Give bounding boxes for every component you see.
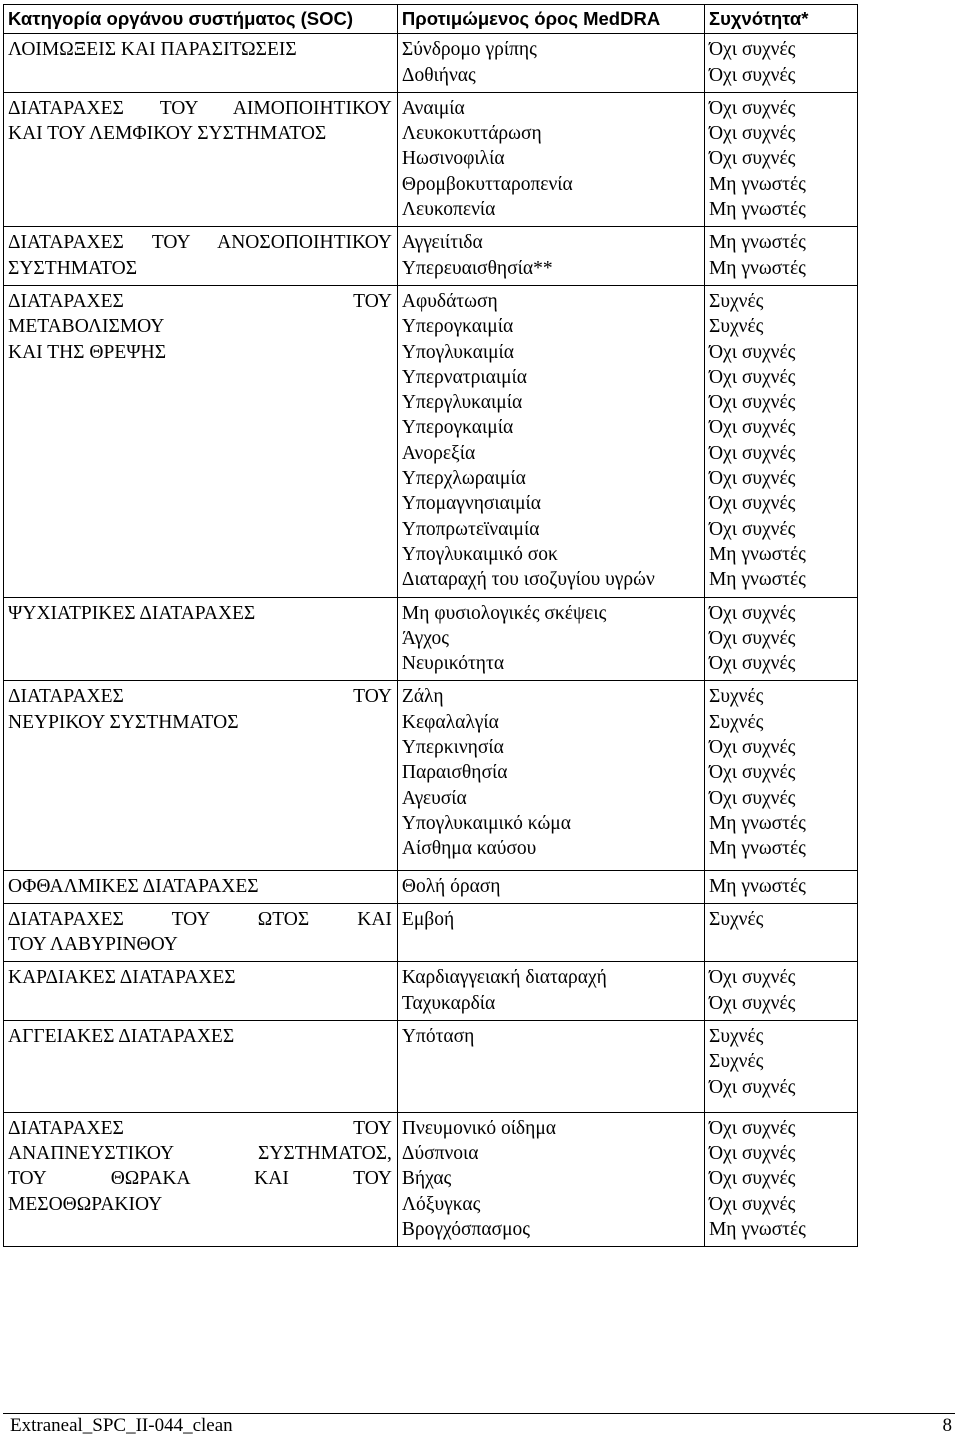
soc-cell bbox=[4, 1020, 398, 1112]
footer-page-number: 8 bbox=[942, 1415, 952, 1436]
footer-divider bbox=[3, 1413, 955, 1414]
frequency-cell bbox=[704, 34, 857, 93]
table-row bbox=[4, 903, 858, 962]
frequency-cell-line: Συχνές bbox=[708, 316, 764, 338]
frequency-cell bbox=[704, 597, 857, 681]
frequency-cell-line: Συχνές bbox=[708, 1051, 764, 1073]
header-preferred-term: Προτιμώμενος όρος MedDRA bbox=[397, 5, 704, 34]
frequency-cell-line: Όχι συχνές bbox=[708, 442, 796, 464]
frequency-cell-line: Μη γνωστές bbox=[708, 812, 806, 834]
term-cell-line: Βρογχόσπασμος bbox=[401, 1219, 530, 1241]
table-row bbox=[4, 870, 858, 903]
term-cell-line: Βήχας bbox=[401, 1168, 452, 1190]
term-cell-line: Υπόταση bbox=[401, 1025, 475, 1047]
frequency-cell-line: Όχι συχνές bbox=[708, 341, 796, 363]
frequency-cell-line: Όχι συχνές bbox=[708, 493, 796, 515]
term-cell-line: Νευρικότητα bbox=[401, 653, 505, 675]
soc-cell-line: ΔΙΑΤΑΡΑΧΕΣ ΤΟΥ bbox=[8, 686, 392, 708]
soc-cell-line: ΚΑΙ ΤΟΥ ΛΕΜΦΙΚΟΥ ΣΥΣΤΗΜΑΤΟΣ bbox=[8, 123, 327, 145]
soc-cell-line: ΤΟΥ ΛΑΒΥΡΙΝΘΟΥ bbox=[8, 934, 178, 956]
frequency-cell-line: Συχνές bbox=[708, 908, 764, 930]
soc-cell-line: ΑΝΑΠΝΕΥΣΤΙΚΟΥ ΣΥΣΤΗΜΑΤΟΣ, bbox=[8, 1143, 392, 1165]
frequency-cell-line: Όχι συχνές bbox=[708, 366, 796, 388]
frequency-cell bbox=[704, 1020, 857, 1112]
term-cell-line: Αγευσία bbox=[401, 787, 467, 809]
soc-cell bbox=[4, 34, 398, 93]
frequency-cell-line: Όχι συχνές bbox=[708, 1076, 796, 1098]
term-cell-line: Υπομαγνησιαιμία bbox=[401, 493, 542, 515]
term-cell bbox=[397, 597, 704, 681]
term-cell-line: Θολή όραση bbox=[401, 875, 501, 897]
term-cell-line: Υπογλυκαιμικό σοκ bbox=[401, 543, 558, 565]
frequency-cell bbox=[704, 681, 857, 870]
soc-cell-line: ΤΟΥ ΘΩΡΑΚΑ ΚΑΙ ΤΟΥ bbox=[8, 1168, 392, 1190]
header-soc: Κατηγορία οργάνου συστήματος (SOC) bbox=[4, 5, 398, 34]
table-row bbox=[4, 597, 858, 681]
term-cell bbox=[397, 34, 704, 93]
frequency-cell-line: Όχι συχνές bbox=[708, 762, 796, 784]
term-cell bbox=[397, 903, 704, 962]
frequency-cell-line: Μη γνωστές bbox=[708, 199, 806, 221]
frequency-cell-line: Μη γνωστές bbox=[708, 543, 806, 565]
term-cell-line: Αίσθημα καύσου bbox=[401, 838, 537, 860]
frequency-cell-line: Μη γνωστές bbox=[708, 838, 806, 860]
frequency-cell bbox=[704, 285, 857, 597]
frequency-cell-line: Όχι συχνές bbox=[708, 518, 796, 540]
frequency-cell-line: Όχι συχνές bbox=[708, 392, 796, 414]
adverse-reactions-table bbox=[3, 4, 858, 1247]
term-cell-line: Πνευμονικό οίδημα bbox=[401, 1117, 556, 1139]
term-cell-line: Υπερκινησία bbox=[401, 737, 504, 759]
soc-cell-line: ΜΕΤΑΒΟΛΙΣΜΟΥ bbox=[8, 316, 165, 338]
term-cell-line: Υπογλυκαιμία bbox=[401, 341, 514, 363]
soc-cell-line: ΜΕΣΟΘΩΡΑΚΙΟΥ bbox=[8, 1193, 163, 1215]
term-cell-line: Αγγειίτιδα bbox=[401, 232, 483, 254]
frequency-cell bbox=[704, 92, 857, 226]
table-body bbox=[4, 34, 858, 1247]
term-cell-line: Καρδιαγγειακή διαταραχή bbox=[401, 967, 607, 989]
soc-cell-line: ΔΙΑΤΑΡΑΧΕΣ ΤΟΥ ΑΙΜΟΠΟΙΗΤΙΚΟΥ bbox=[8, 97, 392, 119]
frequency-cell-line: Μη γνωστές bbox=[708, 257, 806, 279]
frequency-cell-line: Συχνές bbox=[708, 711, 764, 733]
soc-cell-line: ΝΕΥΡΙΚΟΥ ΣΥΣΤΗΜΑΤΟΣ bbox=[8, 711, 239, 733]
frequency-cell-line: Όχι συχνές bbox=[708, 123, 796, 145]
frequency-cell-line: Όχι συχνές bbox=[708, 1117, 796, 1139]
soc-cell bbox=[4, 1112, 398, 1246]
soc-cell-line: ΣΥΣΤΗΜΑΤΟΣ bbox=[8, 257, 138, 279]
term-cell-line: Θρομβοκυτταροπενία bbox=[401, 173, 573, 195]
frequency-cell-line: Μη γνωστές bbox=[708, 875, 806, 897]
term-cell-line: Δύσπνοια bbox=[401, 1143, 479, 1165]
term-cell bbox=[397, 92, 704, 226]
term-cell-line: Κεφαλαλγία bbox=[401, 711, 499, 733]
frequency-cell-line: Όχι συχνές bbox=[708, 39, 796, 61]
frequency-cell-line: Όχι συχνές bbox=[708, 1143, 796, 1165]
table-row bbox=[4, 1020, 858, 1112]
term-cell bbox=[397, 227, 704, 286]
soc-cell-line: ΔΙΑΤΑΡΑΧΕΣ ΤΟΥ ΑΝΟΣΟΠΟΙΗΤΙΚΟΥ bbox=[8, 232, 392, 254]
soc-cell-line: ΔΙΑΤΑΡΑΧΕΣ ΤΟΥ bbox=[8, 1117, 392, 1139]
footer-document-id: Extraneal_SPC_II-044_clean bbox=[10, 1415, 233, 1436]
term-cell-line: Αφυδάτωση bbox=[401, 290, 498, 312]
term-cell-line: Λόξυγκας bbox=[401, 1193, 481, 1215]
frequency-cell-line: Μη γνωστές bbox=[708, 173, 806, 195]
frequency-cell-line: Μη γνωστές bbox=[708, 232, 806, 254]
soc-cell bbox=[4, 92, 398, 226]
term-cell-line: Μη φυσιολογικές σκέψεις bbox=[401, 602, 607, 624]
term-cell-line: Υπογλυκαιμικό κώμα bbox=[401, 812, 571, 834]
soc-cell bbox=[4, 285, 398, 597]
term-cell-line: Σύνδρομο γρίπης bbox=[401, 39, 537, 61]
frequency-cell-line: Όχι συχνές bbox=[708, 787, 796, 809]
soc-cell-line: ΔΙΑΤΑΡΑΧΕΣ ΤΟΥ ΩΤΟΣ ΚΑΙ bbox=[8, 908, 392, 930]
frequency-cell-line: Συχνές bbox=[708, 290, 764, 312]
term-cell-line: Αναιμία bbox=[401, 97, 465, 119]
soc-cell bbox=[4, 870, 398, 903]
term-cell-line: Ταχυκαρδία bbox=[401, 992, 496, 1014]
frequency-cell-line: Όχι συχνές bbox=[708, 64, 796, 86]
soc-cell bbox=[4, 903, 398, 962]
soc-cell-line: ΟΦΘΑΛΜΙΚΕΣ ΔΙΑΤΑΡΑΧΕΣ bbox=[8, 875, 259, 897]
soc-cell-line: ΛΟΙΜΩΞΕΙΣ ΚΑΙ ΠΑΡΑΣΙΤΩΣΕΙΣ bbox=[8, 39, 297, 61]
term-cell bbox=[397, 681, 704, 870]
soc-cell-line: ΔΙΑΤΑΡΑΧΕΣ ΤΟΥ bbox=[8, 290, 392, 312]
soc-cell-line: ΨΥΧΙΑΤΡΙΚΕΣ ΔΙΑΤΑΡΑΧΕΣ bbox=[8, 602, 256, 624]
term-cell-line: Λευκοκυττάρωση bbox=[401, 123, 542, 145]
soc-cell bbox=[4, 597, 398, 681]
frequency-cell-line: Μη γνωστές bbox=[708, 569, 806, 591]
term-cell-line: Λευκοπενία bbox=[401, 199, 496, 221]
term-cell bbox=[397, 962, 704, 1021]
table-row bbox=[4, 1112, 858, 1246]
frequency-cell-line: Όχι συχνές bbox=[708, 992, 796, 1014]
term-cell bbox=[397, 285, 704, 597]
table-row bbox=[4, 285, 858, 597]
term-cell-line: Υπεργλυκαιμία bbox=[401, 392, 523, 414]
frequency-cell bbox=[704, 227, 857, 286]
frequency-cell-line: Μη γνωστές bbox=[708, 1219, 806, 1241]
table-row bbox=[4, 34, 858, 93]
frequency-cell-line: Όχι συχνές bbox=[708, 468, 796, 490]
table-row bbox=[4, 227, 858, 286]
frequency-cell-line: Όχι συχνές bbox=[708, 967, 796, 989]
table-row bbox=[4, 962, 858, 1021]
header-frequency: Συχνότητα* bbox=[704, 5, 857, 34]
frequency-cell-line: Όχι συχνές bbox=[708, 97, 796, 119]
frequency-cell-line: Όχι συχνές bbox=[708, 1193, 796, 1215]
frequency-cell bbox=[704, 903, 857, 962]
term-cell-line: Υπερχλωραιμία bbox=[401, 468, 526, 490]
term-cell-line: Υπερευαισθησία** bbox=[401, 257, 553, 279]
term-cell-line: Διαταραχή του ισοζυγίου υγρών bbox=[401, 569, 655, 591]
term-cell-line: Ζάλη bbox=[401, 686, 444, 708]
term-cell-line: Υπερογκαιμία bbox=[401, 417, 514, 439]
term-cell-line: Εμβοή bbox=[401, 908, 455, 930]
frequency-cell-line: Όχι συχνές bbox=[708, 602, 796, 624]
term-cell-line: Ηωσινοφιλία bbox=[401, 148, 505, 170]
term-cell-line: Υπερογκαιμία bbox=[401, 316, 514, 338]
soc-cell bbox=[4, 962, 398, 1021]
frequency-cell-line: Όχι συχνές bbox=[708, 653, 796, 675]
soc-cell-line: ΚΑΙ ΤΗΣ ΘΡΕΨΗΣ bbox=[8, 341, 167, 363]
soc-cell bbox=[4, 227, 398, 286]
frequency-cell-line: Όχι συχνές bbox=[708, 148, 796, 170]
soc-cell-line: ΑΓΓΕΙΑΚΕΣ ΔΙΑΤΑΡΑΧΕΣ bbox=[8, 1025, 235, 1047]
frequency-cell bbox=[704, 962, 857, 1021]
term-cell-line: Υπερνατριαιμία bbox=[401, 366, 527, 388]
table-row bbox=[4, 681, 858, 870]
table-header-row bbox=[4, 5, 858, 34]
term-cell bbox=[397, 1112, 704, 1246]
frequency-cell-line: Όχι συχνές bbox=[708, 737, 796, 759]
term-cell-line: Άγχος bbox=[401, 627, 449, 649]
term-cell-line: Υποπρωτεϊναιμία bbox=[401, 518, 540, 540]
frequency-cell-line: Όχι συχνές bbox=[708, 417, 796, 439]
term-cell-line: Δοθιήνας bbox=[401, 64, 476, 86]
frequency-cell-line: Συχνές bbox=[708, 686, 764, 708]
term-cell-line: Ανορεξία bbox=[401, 442, 476, 464]
term-cell-line: Παραισθησία bbox=[401, 762, 508, 784]
frequency-cell-line: Συχνές bbox=[708, 1025, 764, 1047]
frequency-cell-line: Όχι συχνές bbox=[708, 627, 796, 649]
table-row bbox=[4, 92, 858, 226]
soc-cell bbox=[4, 681, 398, 870]
frequency-cell-line: Όχι συχνές bbox=[708, 1168, 796, 1190]
term-cell bbox=[397, 1020, 704, 1112]
frequency-cell bbox=[704, 870, 857, 903]
frequency-cell bbox=[704, 1112, 857, 1246]
soc-cell-line: ΚΑΡΔΙΑΚΕΣ ΔΙΑΤΑΡΑΧΕΣ bbox=[8, 967, 236, 989]
term-cell bbox=[397, 870, 704, 903]
